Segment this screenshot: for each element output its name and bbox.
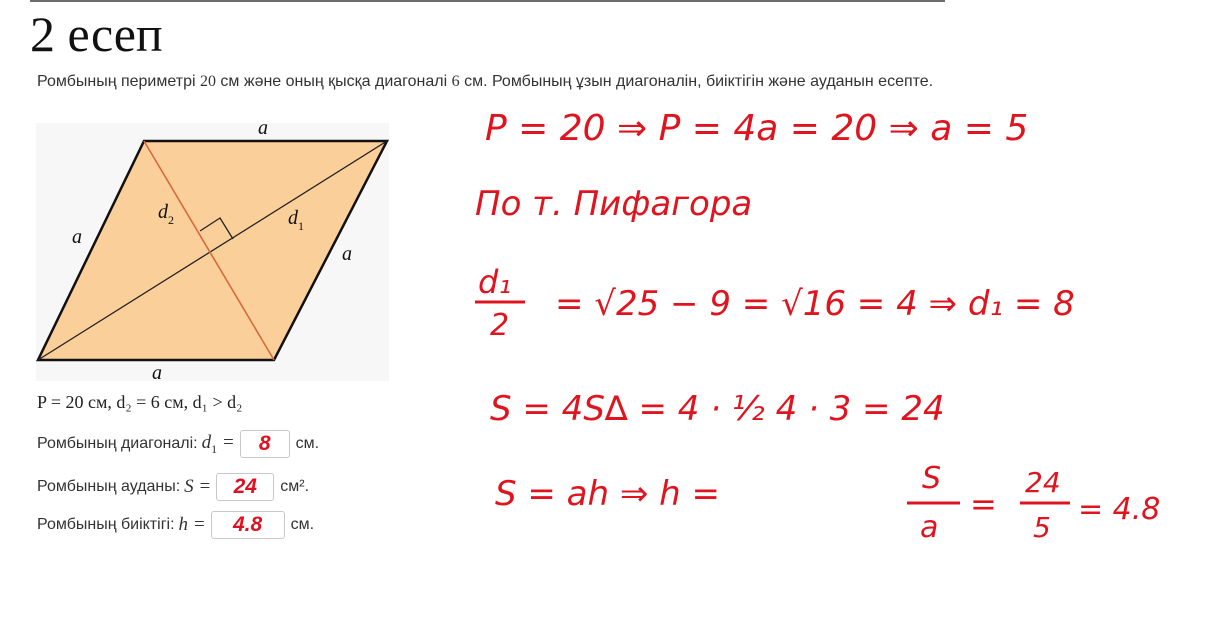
hw-line-diagonal: = √25 − 9 = √16 = 4 ⇒ d₁ = 8: [555, 284, 1075, 324]
problem-text-3: см. Ромбының ұзын диагоналін, биіктігін және ауданын есепте.: [459, 73, 934, 90]
handwritten-solution: [460, 95, 1200, 555]
answer-area-input[interactable]: 24: [216, 473, 274, 501]
answer-diagonal-label: Ромбының диагоналі:: [37, 435, 198, 452]
hw-line3-denominator: 2: [490, 308, 510, 343]
answer-area-label: Ромбының ауданы:: [37, 478, 181, 495]
hw-line5-frac2-den: 5: [1033, 511, 1051, 544]
hw-line-perimeter: P = 20 ⇒ P = 4a = 20 ⇒ a = 5: [485, 108, 1029, 149]
answer-diagonal-input[interactable]: 8: [240, 430, 290, 458]
hw-line-area: S = 4S∆ = 4 · ½ 4 · 3 = 24: [490, 389, 945, 429]
hw-line5-frac1-num: S: [922, 461, 942, 496]
answer-area-var: S =: [184, 476, 212, 497]
rhombus-figure: [30, 118, 390, 388]
top-rule: [30, 0, 945, 2]
answer-diagonal-var: $d_1$ =: [201, 431, 235, 456]
side-label-left: a: [72, 226, 82, 248]
answer-diagonal: [37, 430, 319, 458]
problem-text-2: см және оның қысқа диагоналі: [215, 73, 452, 90]
answer-height-input[interactable]: 4.8: [211, 511, 285, 539]
hw-line3-numerator: d₁: [478, 263, 512, 301]
hw-line5-frac1-den: a: [920, 510, 939, 545]
hw-line5-frac2-num: 24: [1025, 466, 1061, 499]
side-label-top: a: [258, 118, 268, 139]
given-data: P = 20 см, d₂ = 6 см, d₁ > d₂: [37, 392, 243, 412]
answer-height-unit: см.: [290, 516, 315, 533]
answer-height: [37, 511, 314, 539]
answer-height-label: Ромбының биіктігі:: [37, 516, 175, 533]
problem-text-1: Ромбының периметрі: [37, 73, 200, 90]
answer-diagonal-unit: см.: [295, 435, 320, 452]
problem-short-diagonal: 6: [451, 73, 460, 90]
hw-line5-result: = 4.8: [1078, 492, 1161, 527]
page-title: 2 есеп: [30, 6, 163, 62]
d2-label: $d_2$: [158, 201, 174, 227]
answer-height-var: h =: [178, 514, 206, 535]
hw-line5-equals: =: [970, 485, 997, 523]
side-label-bottom: a: [152, 362, 162, 384]
hw-line5-left: S = ah ⇒ h =: [495, 474, 721, 514]
d1-label: $d_1$: [288, 207, 304, 233]
hw-line-pythagoras: По т. Пифагора: [475, 184, 753, 224]
answer-area-unit: см².: [280, 478, 310, 495]
answer-area: [37, 473, 309, 501]
problem-perimeter: 20: [199, 73, 216, 90]
problem-statement: [37, 71, 957, 93]
side-label-right: a: [342, 243, 352, 265]
